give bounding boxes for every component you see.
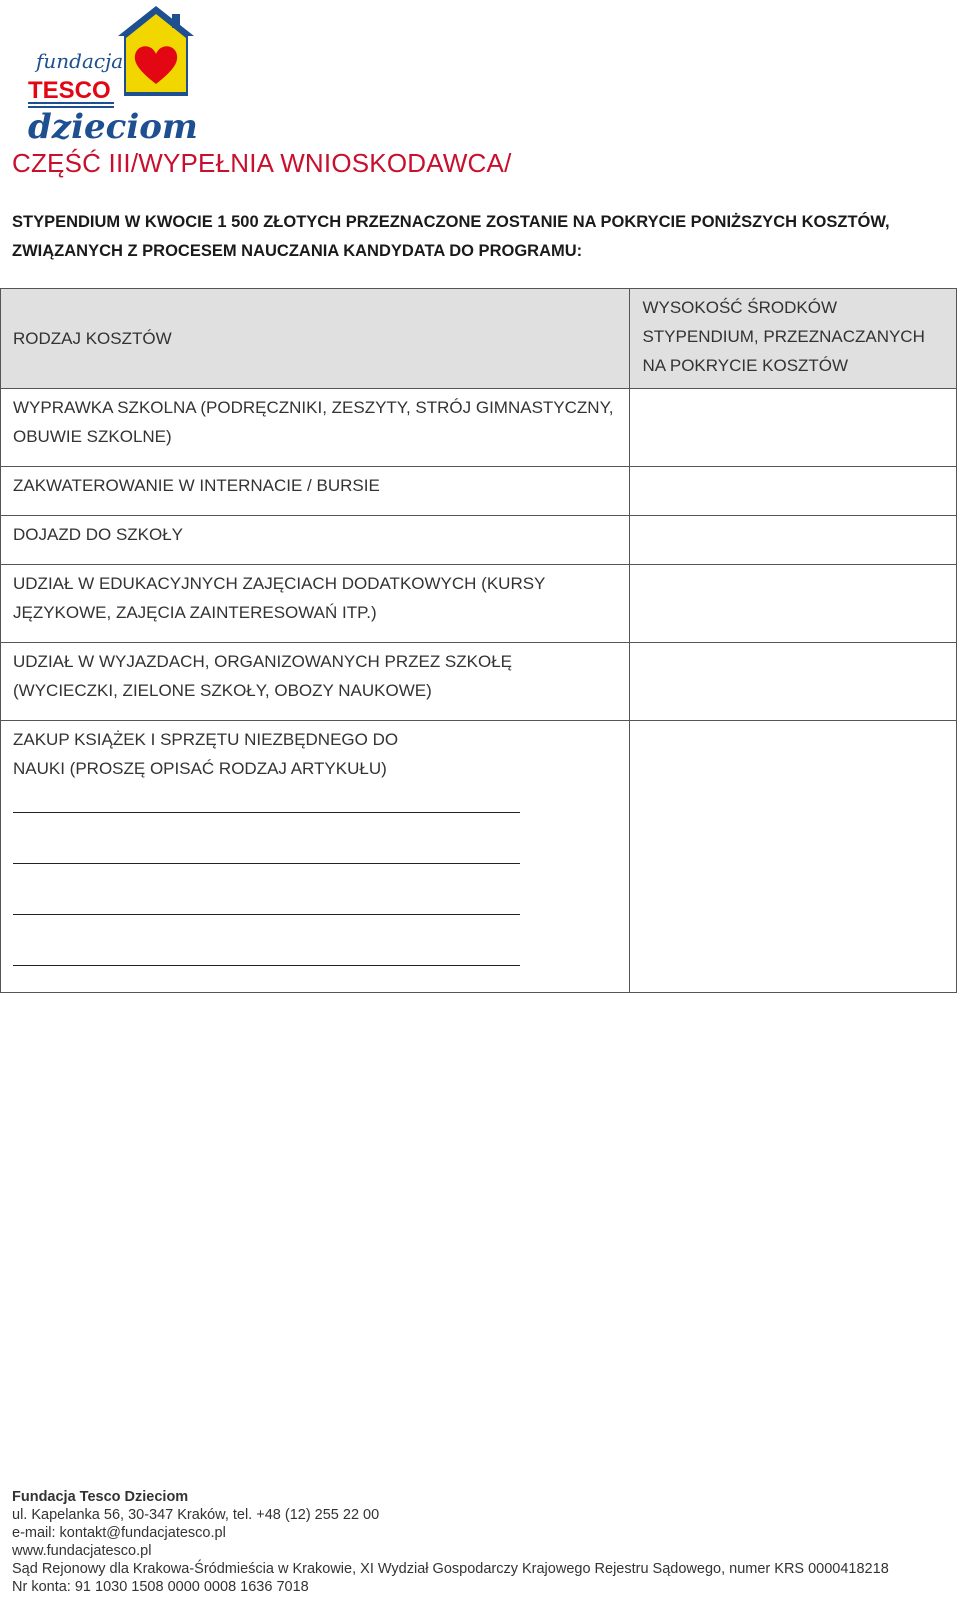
footer	[12, 1488, 912, 1596]
cost-table	[0, 288, 957, 993]
blank-line[interactable]	[13, 964, 520, 966]
table-row	[1, 643, 957, 721]
row-label: UDZIAŁ W EDUKACYJNYCH ZAJĘCIACH DODATKOWYCH (KURSY JĘZYKOWE, ZAJĘCIA ZAINTERESOWAŃ ITP.)	[1, 565, 630, 643]
footer-email[interactable]: e-mail: kontakt@fundacjatesco.pl	[12, 1525, 226, 1541]
footer-court: Sąd Rejonowy dla Krakowa-Śródmieścia w Krakowie, XI Wydział Gospodarczy Krajowego Rejestru Sądowego, numer KRS 0000418218	[12, 1561, 889, 1577]
row-label: ZAKUP KSIĄŻEK I SPRZĘTU NIEZBĘDNEGO DO NAUKI (PROSZĘ OPISAĆ RODZAJ ARTYKUŁU)	[13, 730, 399, 778]
amount-field[interactable]	[630, 565, 957, 643]
logo-text-fundacja: fundacja	[36, 49, 124, 73]
amount-field[interactable]	[630, 389, 957, 467]
description-lines[interactable]	[13, 811, 619, 966]
footer-www[interactable]: www.fundacjatesco.pl	[12, 1543, 152, 1559]
amount-field[interactable]	[630, 643, 957, 721]
amount-field[interactable]	[630, 467, 957, 516]
footer-org: Fundacja Tesco Dzieciom	[12, 1489, 189, 1505]
intro-text: STYPENDIUM W KWOCIE 1 500 ZŁOTYCH PRZEZNACZONE ZOSTANIE NA POKRYCIE PONIŻSZYCH KOSZTÓW, ZWIĄZANYCH Z PROCESEM NAUCZANIA KANDYDATA DO PROGRAMU:	[12, 213, 890, 260]
row-label: DOJAZD DO SZKOŁY	[1, 516, 630, 565]
amount-field[interactable]	[630, 516, 957, 565]
row-label: UDZIAŁ W WYJAZDACH, ORGANIZOWANYCH PRZEZ SZKOŁĘ (WYCIECZKI, ZIELONE SZKOŁY, OBOZY NAUKOWE)	[1, 643, 630, 721]
table-row	[1, 565, 957, 643]
blank-line[interactable]	[13, 862, 520, 864]
table-row	[1, 389, 957, 467]
logo-text-dzieciom: dzieciom	[28, 107, 198, 142]
table-row	[1, 516, 957, 565]
section-title: CZĘŚĆ III/WYPEŁNIA WNIOSKODAWCA/	[12, 148, 512, 178]
table-row	[1, 721, 957, 993]
footer-account: Nr konta: 91 1030 1508 0000 0008 1636 7018	[12, 1579, 309, 1595]
row-label: WYPRAWKA SZKOLNA (PODRĘCZNIKI, ZESZYTY, STRÓJ GIMNASTYCZNY, OBUWIE SZKOLNE)	[1, 389, 630, 467]
header-cost-type: RODZAJ KOSZTÓW	[1, 289, 630, 389]
blank-line[interactable]	[13, 913, 520, 915]
table-header-row	[1, 289, 957, 389]
fundacja-tesco-dzieciom-logo	[8, 6, 222, 142]
footer-address: ul. Kapelanka 56, 30-347 Kraków, tel. +48 (12) 255 22 00	[12, 1507, 380, 1523]
header-amount: WYSOKOŚĆ ŚRODKÓW STYPENDIUM, PRZEZNACZANYCH NA POKRYCIE KOSZTÓW	[630, 289, 957, 389]
amount-field[interactable]	[630, 721, 957, 993]
table-row	[1, 467, 957, 516]
blank-line[interactable]	[13, 811, 520, 813]
logo-text-tesco: TESCO	[28, 77, 111, 104]
row-label: ZAKWATEROWANIE W INTERNACIE / BURSIE	[1, 467, 630, 516]
